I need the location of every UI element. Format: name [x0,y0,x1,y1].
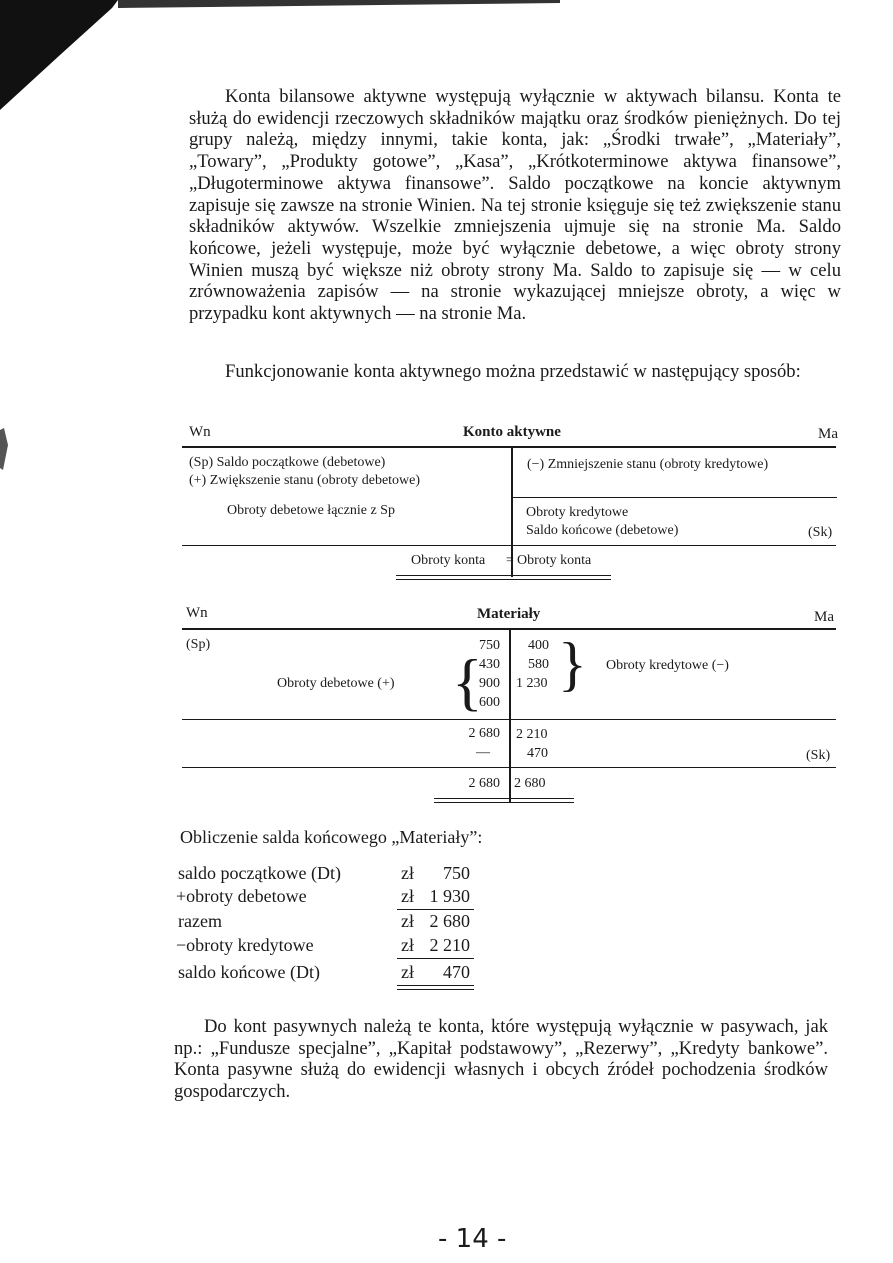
debit-dash: — [476,745,490,760]
debit-turnover-label: Obroty debetowe (+) [277,676,395,691]
double-rule-1 [396,575,611,576]
mid-rule [511,497,837,498]
left-line-increase: (+) Zwiększenie stanu (obroty debetowe) [189,473,421,488]
function-text: Funkcjonowanie konta aktywnego można przedstawić w następujący sposób: [225,361,801,382]
page-number: - 14 - [438,1224,507,1254]
center-line [509,629,511,802]
calc-row-label: saldo początkowe (Dt) [178,863,341,883]
wn-label: Wn [189,424,211,440]
left-total-label: Obroty debetowe łącznie z Sp [227,503,395,518]
debit-value: 750 [479,638,500,653]
debit-value: 900 [479,676,500,691]
calc-double-rule-1 [397,985,474,986]
calc-row-value: 750 [443,863,470,883]
calc-rule [397,958,474,959]
debit-value: 430 [479,657,500,672]
calc-row-currency: zł [401,911,414,931]
bottom-rule [182,545,836,546]
double-rule-1 [434,798,574,799]
calc-row-label: saldo końcowe (Dt) [178,962,320,982]
mid-rule [182,719,836,720]
calc-row-value: 1 930 [429,886,470,906]
credit-grand-total: 2 680 [514,776,546,791]
intro-text: Konta bilansowe aktywne występują wyłącznie w aktywach bilansu. Konta te służą do ewidencji rzeczowych składników majątku oraz środków pieniężnych. Do tej grupy należą, między innymi, takie konta, jak: „Środki trwałe”, „Materiały”, „Towary”, „Produkty gotowe”, „Kasa”, „Krótkoterminowe aktywa finansowe”, „Długoterminowe aktywa finansowe”. Saldo początkowe na koncie aktywnym zapisuje się zawsze na stronie Winien. Na tej stronie księguje się też zwiększenie stanu składników aktywów. Wszelkie zmniejszenia ujmuje się na stronie Ma. Saldo końcowe, jeżeli występuje, może być wyłącznie debetowe, a więc obroty strony Winien muszą być większe niż obroty strony Ma. Saldo to zapisuje się — w celu zrównoważenia zapisów — na stronie wykazującej mniejsze obroty, a więc w przypadku kont aktywnych — na stronie Ma. [189,86,841,325]
closing-balance-value: 470 [527,746,548,761]
ma-label: Ma [814,609,834,625]
intro-paragraph [189,86,841,325]
calc-row-value: 470 [443,962,470,982]
calc-row-label: razem [178,911,222,931]
passive-accounts-text: Do kont pasywnych należą te konta, które występują wyłącznie w pasywach, jak np.: „Fundusze specjalne”, „Kapitał podstawowy”, „Rezerwy”, „Kredyty bankowe”. Konta pasywne służą do ewidencji własnych i obcych źródeł pochodzenia środków gospodarczych. [174,1016,828,1103]
credit-turnover-label: Obroty kredytowe (−) [606,658,729,673]
credit-value: 400 [528,638,549,653]
debit-value: 600 [479,695,500,710]
double-rule-2 [434,802,574,803]
function-paragraph [189,361,841,383]
calc-title: Obliczenie salda końcowego „Materiały”: [180,827,483,847]
credit-turnover-sum: 2 210 [516,727,548,742]
closing-balance-tag: (Sk) [808,525,833,540]
calc-row-currency: zł [401,886,414,906]
debit-grand-total: 2 680 [468,776,500,791]
debit-turnover-sum: 2 680 [468,726,500,741]
account-title: Materiały [477,606,541,622]
right-total-closing: Saldo końcowe (debetowe) [526,523,679,538]
left-sum-label: Obroty konta [411,553,486,568]
wn-label: Wn [186,605,208,621]
top-rule [182,446,836,448]
double-rule-2 [396,579,611,580]
right-total-credit: Obroty kredytowe [526,505,629,520]
calc-rule [397,909,474,910]
left-brace: { [452,646,483,717]
calc-double-rule-2 [397,989,474,990]
closing-balance-tag: (Sk) [806,748,831,763]
equals-sign: = [506,553,514,568]
right-line-decrease: (−) Zmniejszenie stanu (obroty kredytowe) [527,457,769,472]
calc-row-label: +obroty debetowe [176,886,307,906]
calc-row-currency: zł [401,935,414,955]
account-title: Konto aktywne [463,424,561,440]
calc-row-label: −obroty kredytowe [176,935,314,955]
calc-row-value: 2 680 [429,911,470,931]
ma-label: Ma [818,426,838,442]
opening-balance-tag: (Sp) [186,637,211,652]
credit-value: 580 [528,657,549,672]
credit-value: 1 230 [516,676,548,691]
left-line-opening: (Sp) Saldo początkowe (debetowe) [189,455,386,470]
calc-row-currency: zł [401,863,414,883]
calc-row-currency: zł [401,962,414,982]
right-brace: } [558,631,587,697]
calc-row-value: 2 210 [429,935,470,955]
right-sum-label: Obroty konta [517,553,592,568]
passive-accounts-paragraph [174,1016,828,1103]
bottom-rule [182,767,836,768]
